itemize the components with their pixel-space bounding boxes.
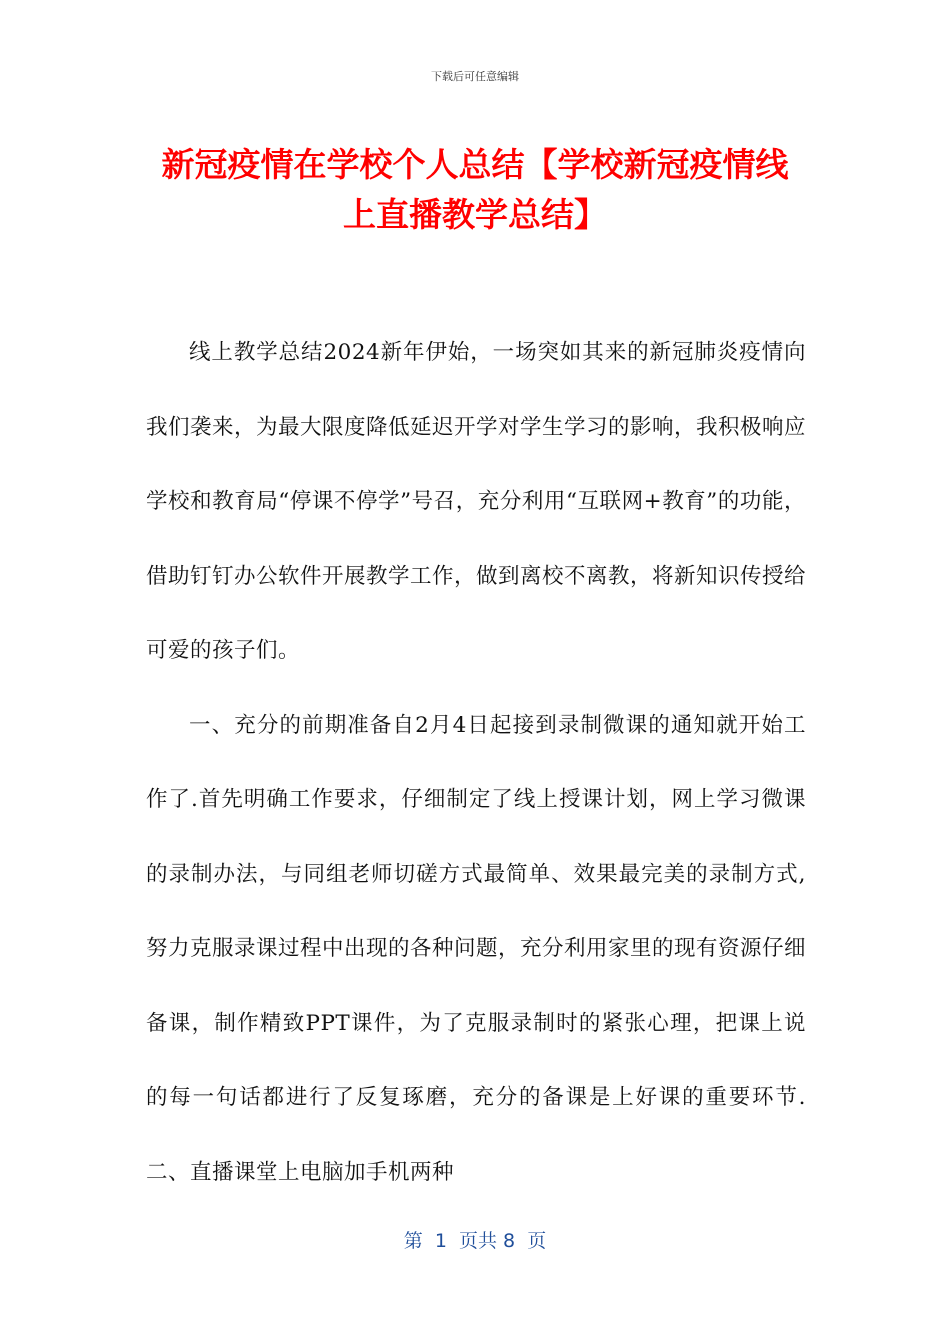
document-title: 新冠疫情在学校个人总结【学校新冠疫情线上直播教学总结】 bbox=[161, 145, 789, 234]
header-note: 下载后可任意编辑 bbox=[431, 70, 519, 83]
document-body bbox=[146, 316, 806, 1210]
paragraph-preparation: 一、充分的前期准备自2月4日起接到录制微课的通知就开始工作了.首先明确工作要求，仔细制定了线上授课计划，网上学习微课的录制办法，与同组老师切磋方式最简单、效果最完美的录制方式,努力克服录课过程中出现的各种问题，充分利用家里的现有资源仔细备课，制作精致PPT课件，为了克服录制时的紧张心理，把课上说的每一句话都进行了反复琢磨，充分的备课是上好课的重要环节.二、直播课堂上电脑加手机两种 bbox=[146, 712, 807, 1185]
paragraph-intro: 线上教学总结2024新年伊始，一场突如其来的新冠肺炎疫情向我们袭来，为最大限度降低延迟开学对学生学习的影响，我积极响应学校和教育局“停课不停学”号召，充分利用“互联网+教育”的功能，借助钉钉办公软件开展教学工作，做到离校不离教，将新知识传授给可爱的孩子们。 bbox=[146, 340, 807, 663]
page-number-footer: 第 1 页共 8 页 bbox=[403, 1230, 547, 1252]
